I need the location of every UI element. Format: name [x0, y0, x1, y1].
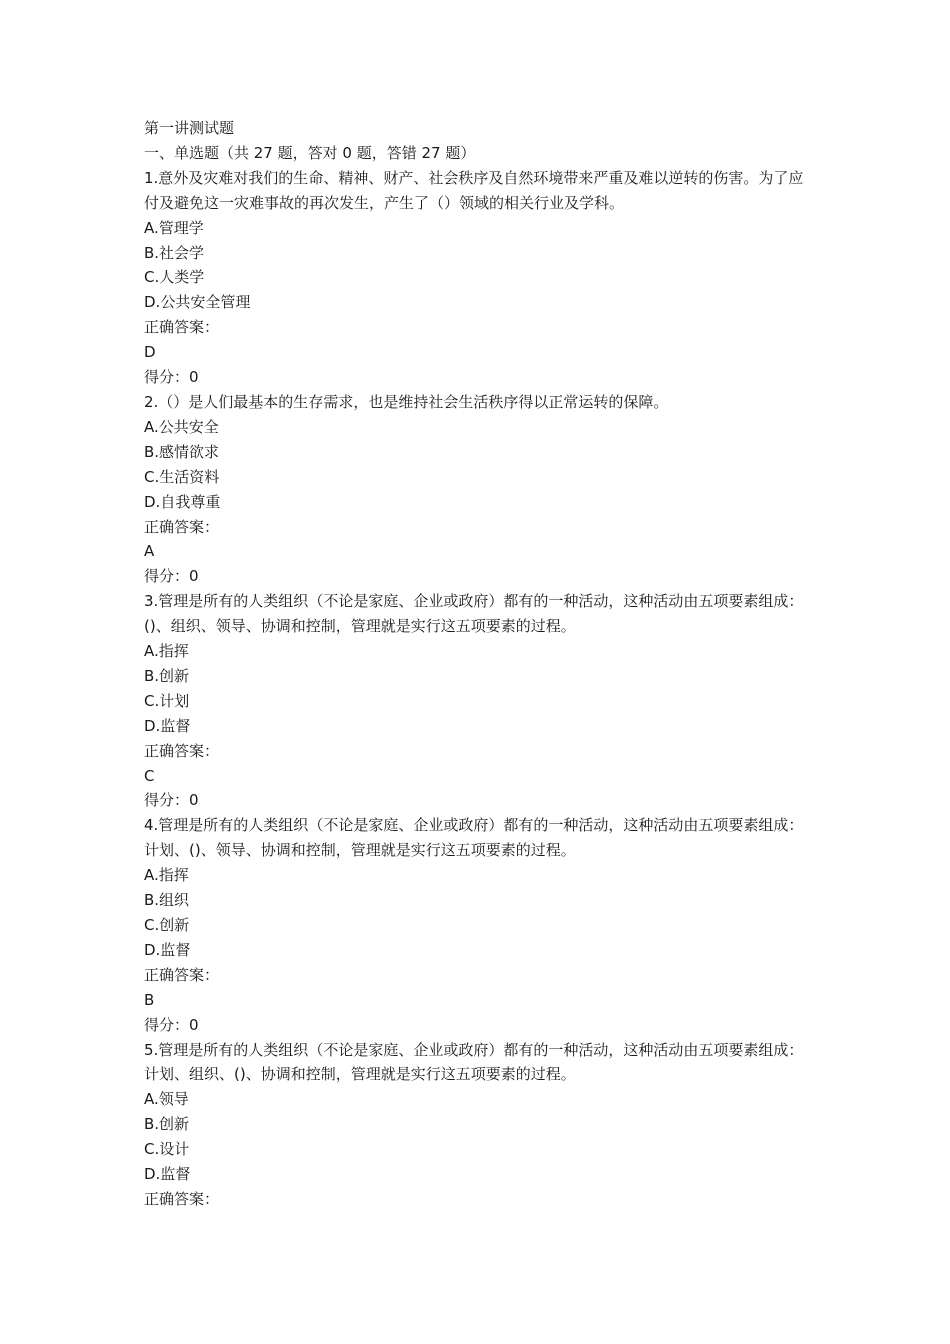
option-c: C.人类学	[144, 268, 205, 287]
option-b: B.创新	[144, 666, 190, 685]
answer-label: 正确答案：	[144, 965, 220, 984]
document-page	[144, 116, 824, 1212]
score: 得分：0	[144, 567, 199, 586]
answer-label: 正确答案：	[144, 318, 220, 337]
score: 得分：0	[144, 791, 199, 810]
answer-value: A	[144, 542, 155, 561]
answer-value: B	[144, 990, 155, 1009]
question-block	[144, 390, 824, 589]
option-b: B.组织	[144, 891, 190, 910]
question-block	[144, 813, 824, 1037]
question-block	[144, 166, 824, 390]
score: 得分：0	[144, 1015, 199, 1034]
score: 得分：0	[144, 368, 199, 387]
option-c: C.设计	[144, 1140, 190, 1159]
answer-value: D	[144, 343, 156, 362]
section-heading: 一、单选题（共 27 题，答对 0 题，答错 27 题）	[144, 143, 476, 162]
option-a: A.指挥	[144, 642, 189, 661]
answer-label: 正确答案：	[144, 517, 220, 536]
option-b: B.社会学	[144, 243, 205, 262]
option-b: B.感情欲求	[144, 442, 220, 461]
question-text: 2.（）是人们最基本的生存需求，也是维持社会生活秩序得以正常运转的保障。	[144, 392, 669, 411]
option-d: D.监督	[144, 1165, 191, 1184]
question-text: 5.管理是所有的人类组织（不论是家庭、企业或政府）都有的一种活动，这种活动由五项要素组成：计划、组织、()、协调和控制，管理就是实行这五项要素的过程。	[144, 1040, 804, 1084]
question-text: 3.管理是所有的人类组织（不论是家庭、企业或政府）都有的一种活动，这种活动由五项要素组成：()、组织、领导、协调和控制，管理就是实行这五项要素的过程。	[144, 592, 804, 636]
answer-label: 正确答案：	[144, 741, 220, 760]
option-b: B.创新	[144, 1115, 190, 1134]
question-text: 1.意外及灾难对我们的生命、精神、财产、社会秩序及自然环境带来严重及难以逆转的伤害。为了应付及避免这一灾难事故的再次发生，产生了（）领域的相关行业及学科。	[144, 168, 804, 212]
document-title: 第一讲测试题	[144, 119, 235, 137]
option-d: D.监督	[144, 940, 191, 959]
option-a: A.公共安全	[144, 417, 219, 436]
option-a: A.指挥	[144, 866, 189, 885]
option-d: D.公共安全管理	[144, 293, 251, 312]
option-c: C.创新	[144, 916, 190, 934]
option-a: A.管理学	[144, 218, 204, 237]
answer-value: C	[144, 766, 155, 785]
option-c: C.生活资料	[144, 467, 220, 486]
question-block	[144, 589, 824, 813]
question-text: 4.管理是所有的人类组织（不论是家庭、企业或政府）都有的一种活动，这种活动由五项要素组成：计划、()、领导、协调和控制，管理就是实行这五项要素的过程。	[144, 816, 804, 860]
answer-label: 正确答案：	[144, 1189, 220, 1208]
question-block	[144, 1038, 824, 1212]
option-d: D.监督	[144, 716, 191, 735]
option-d: D.自我尊重	[144, 492, 221, 511]
option-c: C.计划	[144, 691, 190, 710]
option-a: A.领导	[144, 1090, 189, 1109]
